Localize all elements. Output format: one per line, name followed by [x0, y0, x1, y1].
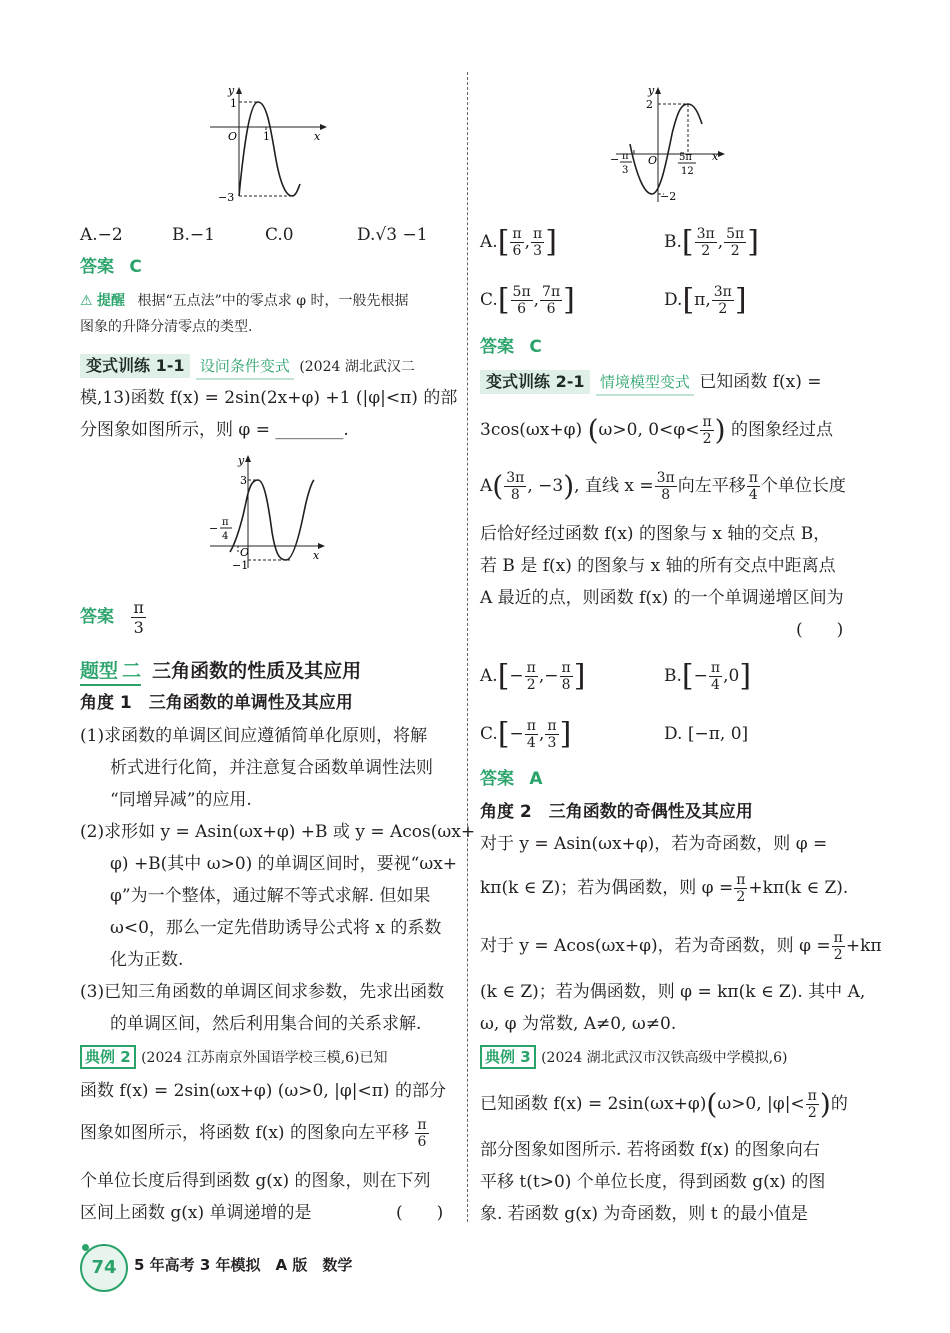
graph1-tick-x1: 1 — [263, 130, 270, 143]
graph3-5pi: 5π — [679, 152, 692, 163]
topic-heading — [80, 656, 361, 686]
p1-line-3: “同增异减”的应用. — [110, 790, 252, 810]
v21-line-2: 3cos(ωx+φ) (ω>0, 0<φ< $\frac{\pi}{2}$ ) 的图象经过点 — [480, 413, 833, 447]
v21-line-4: 后恰好经过函数 f(x) 的图象与 x 轴的交点 B， — [480, 524, 831, 544]
tip-box — [80, 287, 409, 315]
v21-line-5: 若 B 是 f(x) 的图象与 x 轴的所有交点中距离点 — [480, 556, 836, 576]
v11-line-2: 模,13)函数 f(x) = 2sin(2x+φ) +1 (|φ|<π) 的部 — [80, 388, 458, 408]
v11-line-3: 分图象如图所示，则 φ = ________. — [80, 420, 349, 440]
graph2-minus: − — [209, 522, 219, 535]
q1-option-a: A.−2 — [80, 225, 123, 245]
p1-line-1: (1)求函数的单调区间应遵循简单化原则，将解 — [80, 726, 428, 746]
p2-line-1: (2)求形如 y = Asin(ωx+φ) +B 或 y = Acos(ωx+ — [80, 822, 476, 842]
page-dot-icon — [82, 1244, 89, 1251]
v11-answer — [80, 598, 147, 637]
answer-value: C — [129, 257, 142, 277]
footer-title: 5 年高考 3 年模拟 A 版 数学 — [134, 1256, 353, 1274]
variant-type: 情境模型变式 — [596, 370, 694, 396]
ex3-line-2: 已知函数 f(x) = 2sin(ωx+φ)(ω>0, |φ|< $\frac{\pi}{2}$ )的 — [480, 1087, 848, 1121]
graph2-four: 4 — [222, 531, 229, 542]
v21-option-b: B.[− $\frac{\pi}{4}$ ,0] — [664, 658, 752, 694]
ex2-line-4: 个单位长度后得到函数 g(x) 的图象，则在下列 — [80, 1171, 431, 1191]
graph1-origin: O — [228, 130, 238, 143]
answer-label: 答案 — [80, 607, 114, 627]
graph2-x-label: x — [313, 549, 320, 562]
graph2-tick-3: 3 — [240, 474, 247, 487]
graph1-tick-neg3: −3 — [218, 191, 235, 204]
column-divider — [467, 72, 468, 1222]
ex2-line-2: 函数 f(x) = 2sin(ωx+φ) (ω>0, |φ|<π) 的部分 — [80, 1081, 446, 1101]
ex2-answer — [480, 331, 542, 363]
shift-fraction: $\frac{\pi}{6}$ — [417, 1117, 427, 1150]
example-tag: 典例 3 — [480, 1045, 536, 1069]
q1-option-b: B.−1 — [172, 225, 215, 245]
ex2-option-a: A.[ $\frac{\pi}{6}$ , $\frac{\pi}{3}$ ] — [480, 224, 557, 260]
graph3-x-label: x — [712, 150, 719, 163]
p2-line-5: 化为正数. — [110, 950, 184, 970]
a2-line-5: ω, φ 为常数, A≠0, ω≠0. — [480, 1014, 677, 1034]
ex2-option-d: D.[π, $\frac{3\pi}{2}$ ] — [664, 282, 747, 318]
v11-header — [80, 350, 415, 383]
ex2-line-5: 区间上函数 g(x) 单调递增的是 — [80, 1203, 312, 1223]
tip-text-1: 根据“五点法”中的零点求 φ 时，一般先根据 — [137, 293, 409, 309]
ex2-option-b: B.[ $\frac{3\pi}{2}$ , $\frac{5\pi}{2}$ ] — [664, 224, 759, 260]
ex3-header — [480, 1041, 787, 1074]
graph2-origin: O — [240, 546, 250, 559]
graph1-y-label: y — [228, 84, 235, 97]
ex2-source: (2024 江苏南京外国语学校三模,6)已知 — [141, 1050, 388, 1066]
graph2-pi: π — [222, 517, 229, 528]
p3-line-2: 的单调区间，然后利用集合间的关系求解. — [110, 1014, 422, 1034]
a2-line-4: (k ∈ Z)；若为偶函数，则 φ = kπ(k ∈ Z). 其中 A, — [480, 982, 866, 1002]
answer-label: 答案 — [80, 257, 114, 277]
graph3-tick-2: 2 — [646, 98, 653, 111]
q1-answer — [80, 251, 142, 283]
a2-line-2: kπ(k ∈ Z)；若为偶函数，则 φ = $\frac{\pi}{2}$ +kπ(k ∈ Z). — [480, 872, 849, 905]
q1-option-c: C.0 — [265, 225, 294, 245]
graph3-minus: − — [610, 153, 620, 166]
v11-source: (2024 湖北武汉二 — [299, 359, 415, 375]
p2-line-2: φ) +B(其中 ω>0) 的单调区间时，要视“ωx+ — [110, 854, 458, 874]
graph1-x-label: x — [314, 130, 321, 143]
p1-line-2: 析式进行化简，并注意复合函数单调性法则 — [110, 758, 433, 778]
ex3-line-4: 平移 t(t>0) 个单位长度，得到函数 g(x) 的图 — [480, 1172, 826, 1192]
v21-answer — [480, 763, 543, 795]
graph3-twelve: 12 — [681, 166, 694, 177]
a2-line-3: 对于 y = Acos(ωx+φ)，若为奇函数，则 φ = $\frac{\pi}{2}$ +kπ — [480, 930, 882, 963]
ex2-line-3: 图象如图所示，将函数 f(x) 的图象向左平移 $\frac{\pi}{6}$ — [80, 1117, 427, 1150]
graph3-tick-neg2: −2 — [660, 190, 677, 203]
angle-1-heading: 角度 1 三角函数的单调性及其应用 — [80, 693, 353, 713]
graph2-y-label: y — [238, 454, 245, 467]
v21-header — [480, 366, 822, 398]
v21-line-6: A 最近的点，则函数 f(x) 的一个单调递增区间为 — [480, 588, 844, 608]
p2-line-4: ω<0，那么一定先借助诱导公式将 x 的系数 — [110, 918, 442, 938]
warning-icon: ⚠ — [80, 293, 93, 309]
p3-line-1: (3)已知三角函数的单调区间求参数，先求出函数 — [80, 982, 445, 1002]
topic-number: 题型 二 — [80, 658, 141, 686]
v21-line-3: A( $\frac{3\pi}{8}$ , −3), 直线 x = $\frac{3\pi}{8}$ 向左平移 $\frac{\pi}{4}$ 个单位长度 — [480, 469, 846, 503]
answer-fraction: $\frac{\pi}{3}$ — [133, 598, 144, 637]
graph3-pi: π — [622, 151, 629, 162]
topic-title: 三角函数的性质及其应用 — [152, 660, 362, 682]
figure-graph-1 — [200, 84, 340, 212]
v21-line-1: 已知函数 f(x) = — [699, 372, 822, 392]
graph3-origin: O — [648, 154, 658, 167]
graph2-tick-neg1: −1 — [232, 559, 249, 572]
ex3-line-3: 部分图象如图所示. 若将函数 f(x) 的图象向右 — [480, 1140, 820, 1160]
v21-option-c: C.[− $\frac{\pi}{4}$ , $\frac{\pi}{3}$ ] — [480, 716, 572, 752]
v21-option-a: A.[− $\frac{\pi}{2}$ ,− $\frac{\pi}{8}$ ] — [480, 658, 586, 694]
page-number: 74 — [80, 1244, 128, 1292]
variant-tag: 变式训练 2-1 — [480, 370, 590, 394]
answer-label: 答案 — [480, 337, 514, 357]
answer-value: C — [529, 337, 542, 357]
ex3-line-5: 象. 若函数 g(x) 为奇函数，则 t 的最小值是 — [480, 1204, 808, 1224]
ex2-answer-paren: ( ) — [396, 1203, 444, 1223]
v21-option-d: D. [−π, 0] — [664, 724, 749, 744]
a2-line-1: 对于 y = Asin(ωx+φ)，若为奇函数，则 φ = — [480, 834, 828, 854]
example-tag: 典例 2 — [80, 1045, 136, 1069]
ex2-header — [80, 1041, 387, 1074]
variant-tag: 变式训练 1-1 — [80, 354, 190, 378]
graph1-tick-1: 1 — [230, 97, 237, 110]
graph3-three: 3 — [622, 165, 629, 176]
answer-value: A — [529, 769, 543, 789]
angle-2-heading: 角度 2 三角函数的奇偶性及其应用 — [480, 802, 753, 822]
figure-graph-3 — [608, 84, 734, 208]
q1-option-d: D.√3 −1 — [357, 225, 428, 245]
answer-label: 答案 — [480, 769, 514, 789]
p2-line-3: φ”为一个整体，通过解不等式求解. 但如果 — [110, 886, 431, 906]
graph3-y-label: y — [648, 84, 655, 97]
tip-text-2: 图象的升降分清零点的类型. — [80, 319, 253, 335]
v21-answer-paren: ( ) — [796, 620, 844, 640]
variant-type: 设问条件变式 — [196, 354, 294, 380]
figure-graph-2 — [200, 452, 330, 574]
tip-label: 提醒 — [97, 293, 126, 309]
ex3-source: (2024 湖北武汉市汉铁高级中学模拟,6) — [541, 1050, 788, 1066]
ex2-option-c: C.[ $\frac{5\pi}{6}$ , $\frac{7\pi}{6}$ ] — [480, 282, 575, 318]
